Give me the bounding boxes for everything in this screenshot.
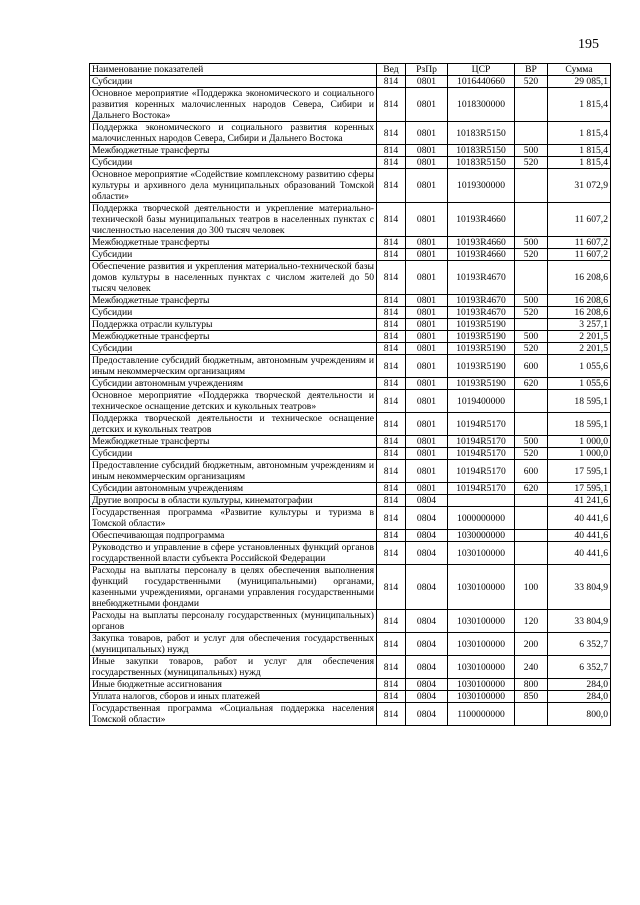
cell-ved: 814 [377,203,406,237]
cell-sum: 31 072,9 [548,169,611,203]
cell-vr: 240 [515,656,548,679]
cell-name: Субсидии [90,249,377,261]
cell-name: Основное мероприятие «Поддержка экономического и социального развития коренных малочисленных народов Севера, Сибири и Дальнего Востока» [90,88,377,122]
cell-csr: 1019400000 [448,390,515,413]
cell-ved: 814 [377,542,406,565]
table-row [90,295,611,307]
cell-csr: 1030100000 [448,679,515,691]
cell-ved: 814 [377,343,406,355]
cell-ved: 814 [377,679,406,691]
cell-rzpr: 0801 [406,307,448,319]
cell-csr: 10194R5170 [448,413,515,436]
cell-rzpr: 0804 [406,507,448,530]
cell-vr: 500 [515,331,548,343]
cell-ved: 814 [377,261,406,295]
table-row [90,448,611,460]
cell-vr [515,203,548,237]
cell-vr: 520 [515,76,548,88]
cell-vr [515,542,548,565]
cell-rzpr: 0801 [406,343,448,355]
table-row [90,203,611,237]
cell-vr: 120 [515,610,548,633]
table-row [90,390,611,413]
cell-sum: 40 441,6 [548,507,611,530]
cell-vr: 500 [515,295,548,307]
cell-name: Расходы на выплаты персоналу в целях обеспечения выполнения функций государственными (муниципальными) органами, казенными учреждениями, органами управления государственными внебюджетными фондами [90,565,377,610]
cell-csr: 1030100000 [448,542,515,565]
cell-ved: 814 [377,169,406,203]
cell-rzpr: 0801 [406,331,448,343]
cell-vr: 600 [515,355,548,378]
table-row [90,703,611,726]
cell-sum: 17 595,1 [548,460,611,483]
cell-csr: 10193R4660 [448,249,515,261]
cell-ved: 814 [377,157,406,169]
cell-ved: 814 [377,633,406,656]
cell-ved: 814 [377,530,406,542]
cell-sum: 1 815,4 [548,145,611,157]
table-row [90,122,611,145]
cell-name: Расходы на выплаты персоналу государственных (муниципальных) органов [90,610,377,633]
cell-sum: 1 000,0 [548,436,611,448]
table-row [90,237,611,249]
cell-sum: 1 815,4 [548,157,611,169]
cell-sum: 33 804,9 [548,565,611,610]
cell-vr: 600 [515,460,548,483]
cell-name: Предоставление субсидий бюджетным, автономным учреждениям и иным некоммерческим организациям [90,460,377,483]
budget-table [89,63,611,726]
cell-name: Иные бюджетные ассигнования [90,679,377,691]
cell-rzpr: 0801 [406,88,448,122]
cell-name: Предоставление субсидий бюджетным, автономным учреждениям и иным некоммерческим организациям [90,355,377,378]
cell-ved: 814 [377,295,406,307]
cell-sum: 2 201,5 [548,343,611,355]
table-row [90,460,611,483]
cell-vr [515,507,548,530]
cell-sum: 18 595,1 [548,390,611,413]
cell-rzpr: 0801 [406,169,448,203]
cell-ved: 814 [377,565,406,610]
cell-name: Межбюджетные трансферты [90,436,377,448]
table-row [90,656,611,679]
header-csr: ЦСР [448,64,515,76]
cell-csr: 1100000000 [448,703,515,726]
cell-csr: 10194R5170 [448,436,515,448]
cell-ved: 814 [377,483,406,495]
cell-sum: 1 000,0 [548,448,611,460]
cell-ved: 814 [377,76,406,88]
table-row [90,157,611,169]
cell-vr [515,169,548,203]
table-row [90,413,611,436]
table-row [90,633,611,656]
cell-csr: 1030100000 [448,610,515,633]
header-name: Наименование показателей [90,64,377,76]
cell-name: Обеспечивающая подпрограмма [90,530,377,542]
cell-vr [515,495,548,507]
cell-ved: 814 [377,495,406,507]
cell-ved: 814 [377,436,406,448]
cell-ved: 814 [377,319,406,331]
cell-vr: 850 [515,691,548,703]
cell-vr [515,703,548,726]
cell-vr [515,413,548,436]
cell-csr: 1018300000 [448,88,515,122]
cell-rzpr: 0801 [406,390,448,413]
cell-vr: 520 [515,157,548,169]
cell-vr: 800 [515,679,548,691]
table-row [90,249,611,261]
cell-name: Закупка товаров, работ и услуг для обеспечения государственных (муниципальных) нужд [90,633,377,656]
cell-sum: 284,0 [548,679,611,691]
cell-rzpr: 0804 [406,679,448,691]
cell-rzpr: 0801 [406,295,448,307]
cell-rzpr: 0801 [406,249,448,261]
cell-vr [515,319,548,331]
table-row [90,565,611,610]
table-row [90,343,611,355]
cell-rzpr: 0804 [406,495,448,507]
cell-sum: 16 208,6 [548,295,611,307]
cell-sum: 284,0 [548,691,611,703]
cell-csr: 10183R5150 [448,122,515,145]
cell-csr: 10193R5190 [448,343,515,355]
cell-vr: 620 [515,378,548,390]
cell-ved: 814 [377,703,406,726]
cell-csr: 10183R5150 [448,145,515,157]
cell-csr: 1016440660 [448,76,515,88]
cell-vr [515,88,548,122]
cell-ved: 814 [377,331,406,343]
cell-csr: 10194R5170 [448,460,515,483]
table-row [90,436,611,448]
table-row [90,507,611,530]
table-row [90,495,611,507]
cell-ved: 814 [377,355,406,378]
cell-csr: 10193R4670 [448,295,515,307]
cell-name: Поддержка творческой деятельности и техническое оснащение детских и кукольных театров [90,413,377,436]
cell-sum: 11 607,2 [548,249,611,261]
cell-name: Межбюджетные трансферты [90,237,377,249]
cell-sum: 16 208,6 [548,307,611,319]
cell-sum: 800,0 [548,703,611,726]
table-row [90,145,611,157]
cell-name: Другие вопросы в области культуры, кинематографии [90,495,377,507]
cell-rzpr: 0801 [406,261,448,295]
header-sum: Сумма [548,64,611,76]
cell-name: Субсидии [90,448,377,460]
cell-rzpr: 0801 [406,436,448,448]
cell-name: Межбюджетные трансферты [90,145,377,157]
cell-csr: 10193R4670 [448,307,515,319]
table-row [90,483,611,495]
cell-csr: 1030100000 [448,633,515,656]
cell-rzpr: 0801 [406,448,448,460]
cell-name: Иные закупки товаров, работ и услуг для обеспечения государственных (муниципальных) нужд [90,656,377,679]
cell-vr: 200 [515,633,548,656]
cell-csr: 10193R5190 [448,378,515,390]
table-row [90,169,611,203]
table-row [90,331,611,343]
table-row [90,530,611,542]
cell-csr: 10193R5190 [448,331,515,343]
cell-rzpr: 0804 [406,633,448,656]
cell-name: Субсидии автономным учреждениям [90,483,377,495]
cell-rzpr: 0804 [406,656,448,679]
cell-sum: 40 441,6 [548,542,611,565]
cell-vr [515,530,548,542]
table-row [90,319,611,331]
cell-sum: 40 441,6 [548,530,611,542]
cell-name: Поддержка отрасли культуры [90,319,377,331]
cell-csr: 10193R4670 [448,261,515,295]
cell-name: Государственная программа «Социальная поддержка населения Томской области» [90,703,377,726]
cell-sum: 6 352,7 [548,656,611,679]
cell-vr: 520 [515,448,548,460]
cell-rzpr: 0801 [406,122,448,145]
table-row [90,691,611,703]
cell-rzpr: 0804 [406,542,448,565]
table-row [90,542,611,565]
cell-sum: 1 815,4 [548,88,611,122]
cell-ved: 814 [377,691,406,703]
table-header-row [90,64,611,76]
table-row [90,88,611,122]
table-row [90,355,611,378]
cell-ved: 814 [377,413,406,436]
table-row [90,610,611,633]
table-row [90,679,611,691]
cell-sum: 16 208,6 [548,261,611,295]
cell-name: Основное мероприятие «Содействие комплексному развитию сферы культуры и архивного дела муниципальных образований Томской области» [90,169,377,203]
cell-sum: 33 804,9 [548,610,611,633]
cell-ved: 814 [377,460,406,483]
cell-ved: 814 [377,122,406,145]
cell-ved: 814 [377,378,406,390]
cell-rzpr: 0801 [406,319,448,331]
cell-sum: 1 055,6 [548,355,611,378]
cell-rzpr: 0804 [406,610,448,633]
cell-vr [515,390,548,413]
cell-name: Субсидии автономным учреждениям [90,378,377,390]
cell-name: Руководство и управление в сфере установленных функций органов государственной власти субъекта Российской Федерации [90,542,377,565]
cell-ved: 814 [377,88,406,122]
cell-sum: 18 595,1 [548,413,611,436]
cell-rzpr: 0801 [406,76,448,88]
header-rzpr: РзПр [406,64,448,76]
cell-sum: 11 607,2 [548,237,611,249]
cell-name: Поддержка творческой деятельности и укрепление материально-технической базы муниципальных театров в населенных пунктах с численностью населения до 300 тысяч человек [90,203,377,237]
cell-csr: 10193R5190 [448,355,515,378]
cell-name: Субсидии [90,343,377,355]
table-row [90,307,611,319]
cell-name: Межбюджетные трансферты [90,331,377,343]
cell-ved: 814 [377,656,406,679]
cell-sum: 1 815,4 [548,122,611,145]
cell-vr: 520 [515,307,548,319]
cell-ved: 814 [377,507,406,530]
cell-sum: 6 352,7 [548,633,611,656]
cell-vr [515,261,548,295]
cell-vr: 520 [515,343,548,355]
cell-name: Субсидии [90,157,377,169]
table-row [90,261,611,295]
cell-name: Основное мероприятие «Поддержка творческой деятельности и техническое оснащение детских и кукольных театров» [90,390,377,413]
cell-vr: 500 [515,145,548,157]
header-vr: ВР [515,64,548,76]
cell-csr: 10183R5150 [448,157,515,169]
cell-name: Уплата налогов, сборов и иных платежей [90,691,377,703]
cell-rzpr: 0804 [406,691,448,703]
cell-ved: 814 [377,307,406,319]
cell-name: Обеспечение развития и укрепления материально-технической базы домов культуры в населенных пунктах с числом жителей до 50 тысяч человек [90,261,377,295]
cell-rzpr: 0801 [406,483,448,495]
cell-rzpr: 0804 [406,565,448,610]
cell-rzpr: 0804 [406,703,448,726]
cell-csr: 10193R5190 [448,319,515,331]
cell-sum: 41 241,6 [548,495,611,507]
cell-ved: 814 [377,390,406,413]
cell-csr: 10194R5170 [448,448,515,460]
cell-ved: 814 [377,237,406,249]
cell-ved: 814 [377,249,406,261]
cell-sum: 1 055,6 [548,378,611,390]
cell-rzpr: 0801 [406,145,448,157]
cell-rzpr: 0801 [406,460,448,483]
cell-csr: 1000000000 [448,507,515,530]
cell-csr: 1030100000 [448,656,515,679]
cell-rzpr: 0801 [406,413,448,436]
table-row [90,378,611,390]
cell-rzpr: 0801 [406,378,448,390]
cell-vr [515,122,548,145]
cell-name: Межбюджетные трансферты [90,295,377,307]
cell-vr: 500 [515,237,548,249]
cell-name: Государственная программа «Развитие культуры и туризма в Томской области» [90,507,377,530]
cell-csr: 1030100000 [448,565,515,610]
cell-sum: 2 201,5 [548,331,611,343]
cell-sum: 3 257,1 [548,319,611,331]
cell-vr: 500 [515,436,548,448]
cell-vr: 100 [515,565,548,610]
cell-name: Субсидии [90,307,377,319]
cell-csr: 1030000000 [448,530,515,542]
cell-csr: 10194R5170 [448,483,515,495]
cell-rzpr: 0804 [406,530,448,542]
cell-name: Субсидии [90,76,377,88]
cell-csr: 1030100000 [448,691,515,703]
cell-sum: 17 595,1 [548,483,611,495]
header-ved: Вед [377,64,406,76]
cell-rzpr: 0801 [406,203,448,237]
cell-rzpr: 0801 [406,237,448,249]
cell-sum: 29 085,1 [548,76,611,88]
cell-ved: 814 [377,145,406,157]
cell-rzpr: 0801 [406,355,448,378]
cell-sum: 11 607,2 [548,203,611,237]
cell-csr [448,495,515,507]
cell-csr: 10193R4660 [448,203,515,237]
table-row [90,76,611,88]
cell-csr: 1019300000 [448,169,515,203]
cell-vr: 520 [515,249,548,261]
cell-name: Поддержка экономического и социального развития коренных малочисленных народов Севера, Сибири и Дальнего Востока [90,122,377,145]
cell-ved: 814 [377,610,406,633]
page-number: 195 [578,37,599,52]
cell-ved: 814 [377,448,406,460]
cell-rzpr: 0801 [406,157,448,169]
cell-csr: 10193R4660 [448,237,515,249]
cell-vr: 620 [515,483,548,495]
